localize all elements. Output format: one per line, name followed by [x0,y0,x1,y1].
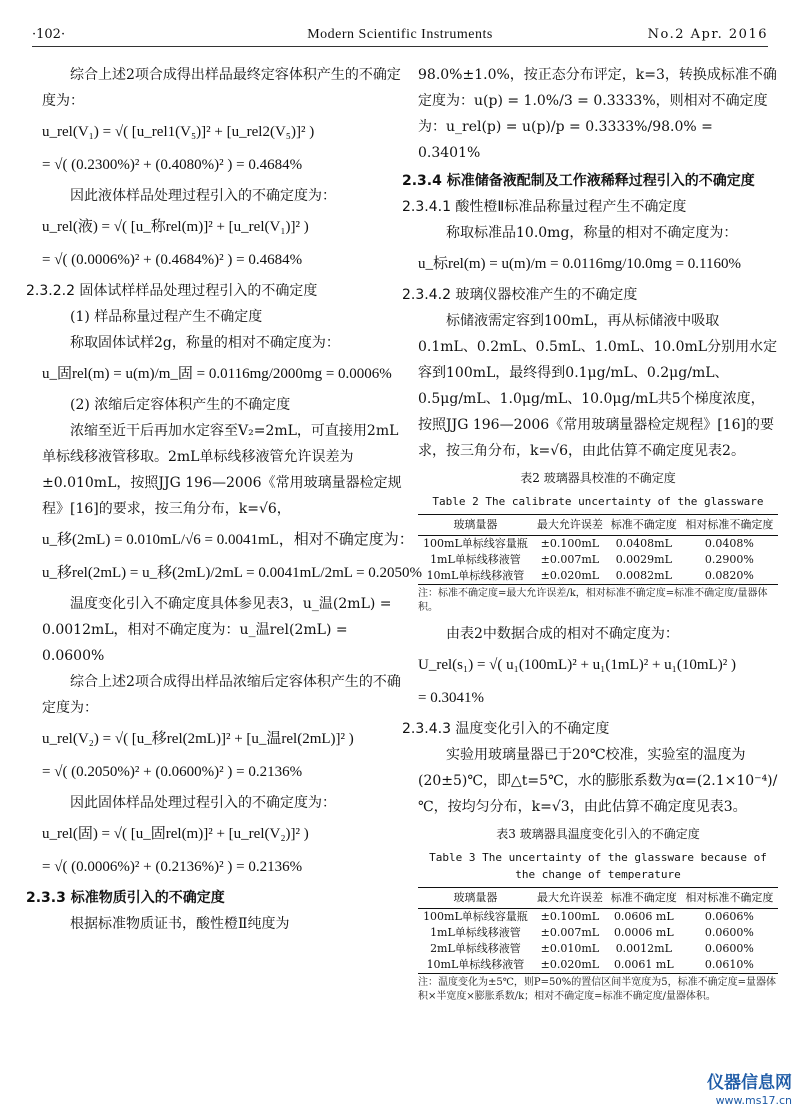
table-title: 表3 玻璃器具温度变化引入的不确定度 [496,827,700,841]
table-cell: ±0.007mL [540,926,600,939]
table-cell: ±0.100mL [540,537,600,550]
running-header [32,24,768,47]
subsection-heading: 2.3.2.2 固体试样样品处理过程引入的不确定度 [26,283,318,299]
table-cell: 0.0820% [681,568,778,585]
page-number: ·102· [32,27,66,42]
equation: u_rel(V₁) = √( [u_rel1(V₅)]² + [u_rel2(V₅)]² ) [42,124,315,140]
paragraph: (1) 样品称量过程产生不确定度 [70,309,263,325]
table-row [418,925,778,941]
table-block [418,470,778,615]
issue-info: No.2 Apr. 2016 [647,27,768,42]
table-cell: 0.2900% [704,553,754,566]
equation: = √( (0.0006%)² + (0.2136%)² ) = 0.2136% [42,859,303,875]
table-header-cell: 玻璃量器 [418,515,533,536]
table-cell: 0.0082mL [607,568,681,585]
paragraph: 98.0%±1.0%，按正态分布评定，k=3，转换成标准不确定度为：u(p) = 1.0%/3 = 0.3333%，则相对不确定度为：u_rel(p) = u(p)/p = 0.3333%/98.0% = 0.3401% [418,67,777,161]
table-cell: ±0.100mL [540,910,600,923]
paragraph: 由表2中数据合成的相对不确定度为： [446,626,679,642]
table-row [418,941,778,957]
subsection-heading: 2.3.4.1 酸性橙Ⅱ标准品称量过程产生不确定度 [402,199,687,215]
equation: = √( (0.2050%)² + (0.0600%)² ) = 0.2136% [42,764,303,780]
equation: u_rel(固) = √( [u_固rel(m)]² + [u_rel(V₂)]² ) [42,826,309,842]
equation: = 0.3041% [418,690,484,706]
table-cell: 0.0606% [704,910,754,923]
table-note: 注：标准不确定度=最大允许误差/k，相对标准不确定度=标准不确定度/量器体积。 [418,588,768,613]
table-cell: ±0.007mL [540,553,600,566]
paragraph: 根据标准物质证书，酸性橙Ⅱ纯度为 [70,916,290,932]
table-note: 注：温度变化为±5℃，则P=50%的置信区间半宽度为5，标准不确定度=量器体积×半宽度×膨胀系数/k；相对不确定度=标准不确定度/量器体积。 [418,977,777,1002]
paragraph: 因此固体样品处理过程引入的不确定度为： [70,795,336,811]
table-cell: 0.0600% [704,926,754,939]
table-cell: 100mL单标线容量瓶 [423,910,528,923]
paragraph: 标储液需定容到100mL，再从标储液中吸取0.1mL、0.2mL、0.5mL、1.0mL、10.0mL分别用水定容到100mL，最终得到0.1μg/mL、0.2μg/mL、0.5μg/mL、1.0μg/mL、10.0μg/mL共5个梯度浓度，按照JJG 196—2006《常用玻璃量器检定规程》[16]的要求，按三角分布，k=√6，由此估算不确定度见表2。 [418,313,778,459]
equation: = √( (0.0006%)² + (0.4684%)² ) = 0.4684% [42,252,303,268]
paragraph: 温度变化引入不确定度具体参见表3，u_温(2mL) = 0.0012mL，相对不确定度为：u_温rel(2mL) = 0.0600% [42,596,392,664]
section-heading: 2.3.3 标准物质引入的不确定度 [26,890,225,906]
paragraph: 称取固体试样2g，称量的相对不确定度为： [70,335,340,351]
table-header-cell: 玻璃量器 [418,888,533,909]
table-header-cell: 最大允许误差 [533,888,607,909]
equation: u_移(2mL) = 0.010mL/√6 = 0.0041mL，相对不确定度为： [42,532,414,548]
table-block [418,826,778,1004]
table-row [418,957,778,974]
table-row [418,909,778,926]
journal-name: Modern Scientific Instruments [307,27,493,42]
table-cell: 1mL单标线移液管 [430,553,521,566]
table-title: 表2 玻璃器具校准的不确定度 [520,471,676,485]
paragraph: 综合上述2项合成得出样品浓缩后定容体积产生的不确定度为： [42,674,401,716]
table-cell: 1mL单标线移液管 [430,926,521,939]
table-cell: 0.0061 mL [607,957,681,974]
paragraph: 综合上述2项合成得出样品最终定容体积产生的不确定度为： [42,67,401,109]
table-cell: 10mL单标线移液管 [418,957,533,974]
right-column [402,62,778,1010]
table-cell: 0.0606 mL [613,910,674,923]
table-cell: 0.0610% [681,957,778,974]
table-title-en: Table 2 The calibrate uncertainty of the glassware [432,495,764,508]
table-cell: 2mL单标线移液管 [430,942,521,955]
section-heading: 2.3.4 标准储备液配制及工作液稀释过程引入的不确定度 [402,173,755,189]
table-header-cell: 最大允许误差 [533,515,607,536]
left-column [26,62,423,937]
watermark-logo: 仪器信息网 www.ms17.cn [707,1073,792,1107]
equation: u_标rel(m) = u(m)/m = 0.0116mg/10.0mg = 0.1160% [418,256,741,272]
table-cell: 0.0029mL [615,553,672,566]
table-cell: 0.0408mL [615,537,672,550]
data-table [418,514,778,585]
paragraph: 浓缩至近干后再加水定容至V₂=2mL，可直接用2mL单标线移液管移取。2mL单标线移液管允许误差为±0.010mL，按照JJG 196—2006《常用玻璃量器检定规程》[16]的要求，按三角分布，k=√6， [42,423,402,517]
equation: u_移rel(2mL) = u_移(2mL)/2mL = 0.0041mL/2mL = 0.2050% [42,565,423,581]
table-header-cell: 相对标准不确定度 [681,888,778,909]
paragraph: 称取标准品10.0mg，称量的相对不确定度为： [446,225,738,241]
equation: U_rel(s₁) = √( u₁(100mL)² + u₁(1mL)² + u₁(10mL)² ) [418,657,736,673]
table-header-cell: 相对标准不确定度 [681,515,778,536]
table-cell: ±0.020mL [533,957,607,974]
table-cell: 10mL单标线移液管 [418,568,533,585]
table-title-en: Table 3 The uncertainty of the glassware because of the change of temperature [429,851,767,881]
table-cell: 0.0408% [704,537,754,550]
table-header-cell: 标准不确定度 [607,515,681,536]
paragraph: 实验用玻璃量器已于20℃校准，实验室的温度为(20±5)℃，即△t=5℃，水的膨胀系数为α=(2.1×10⁻⁴)/℃，按均匀分布，k=√3，由此估算不确定度见表3。 [418,747,778,815]
table-row [418,568,778,585]
table-cell: 0.0600% [704,942,754,955]
table-header-cell: 标准不确定度 [607,888,681,909]
table-cell: 0.0012mL [615,942,672,955]
table-cell: ±0.020mL [533,568,607,585]
subsection-heading: 2.3.4.3 温度变化引入的不确定度 [402,721,610,737]
equation: u_rel(V₂) = √( [u_移rel(2mL)]² + [u_温rel(2mL)]² ) [42,731,354,747]
table-cell: 0.0006 mL [613,926,674,939]
data-table [418,887,778,974]
table-cell: 100mL单标线容量瓶 [423,537,528,550]
table-row [418,552,778,568]
table-cell: ±0.010mL [540,942,600,955]
paragraph: (2) 浓缩后定容体积产生的不确定度 [70,397,291,413]
subsection-heading: 2.3.4.2 玻璃仪器校准产生的不确定度 [402,287,638,303]
equation: = √( (0.2300%)² + (0.4080%)² ) = 0.4684% [42,157,303,173]
table-row [418,536,778,553]
paragraph: 因此液体样品处理过程引入的不确定度为： [70,188,336,204]
equation: u_rel(液) = √( [u_称rel(m)]² + [u_rel(V₁)]² ) [42,219,309,235]
equation: u_固rel(m) = u(m)/m_固 = 0.0116mg/2000mg = 0.0006% [42,366,392,382]
